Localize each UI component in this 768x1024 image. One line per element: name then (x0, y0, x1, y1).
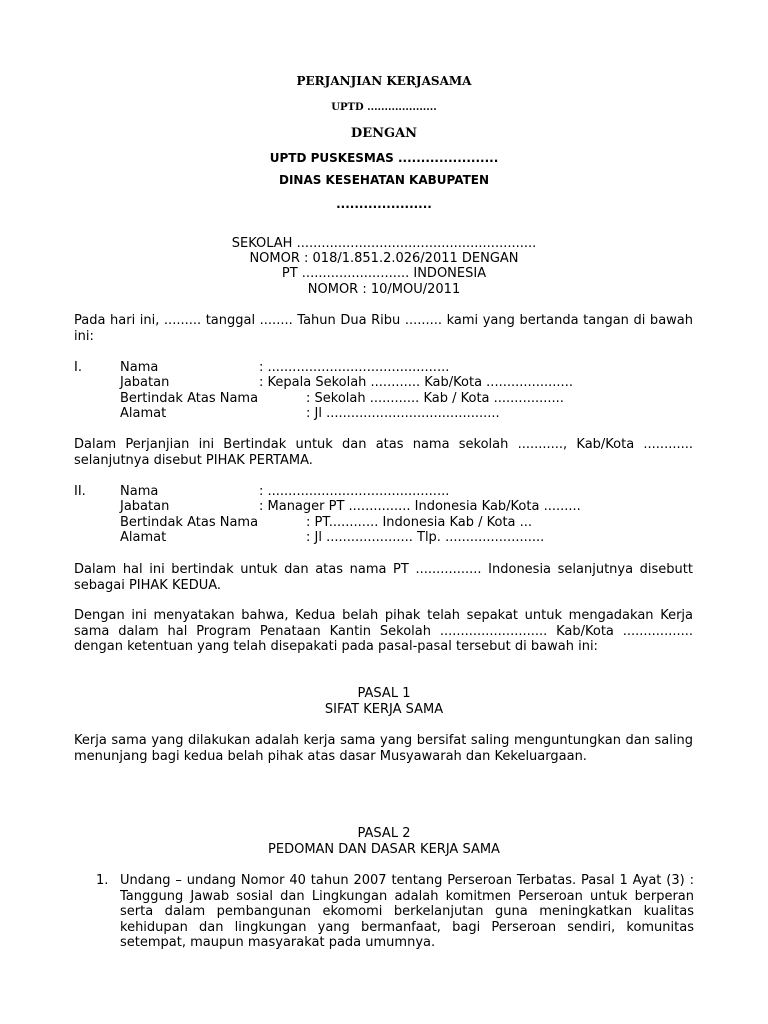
party1-roman: I. (74, 360, 82, 375)
party2-value-nama: : ............................................ (259, 484, 450, 499)
pasal1-body: Kerja sama yang dilakukan adalah kerja sama yang bersifat saling menguntungkan dan saling menunjang bagi kedua belah pihak atas dasar Musyawarah dan Kekeluargaan. (74, 733, 693, 764)
party1-value-bertindak: : Sekolah ............ Kab / Kota ................. (306, 391, 564, 406)
dinas-line: DINAS KESEHATAN KABUPATEN (278, 173, 490, 187)
party2-value-bertindak: : PT............ Indonesia Kab / Kota ... (306, 515, 533, 530)
pasal2-number: PASAL 2 (357, 826, 411, 841)
party1-label-nama: Nama (120, 360, 159, 375)
nomor-line-2: NOMOR : 10/MOU/2011 (307, 282, 461, 297)
uptd-line: UPTD .................... (331, 102, 437, 113)
party1-value-alamat: : Jl .......................................... (306, 406, 500, 421)
party2-value-jabatan: : Manager PT ............... Indonesia Kab/Kota ......... (259, 499, 581, 514)
intro-paragraph: Pada hari ini, ......... tanggal ........ Tahun Dua Ribu ......... kami yang bertanda tangan di bawah ini: (74, 313, 693, 344)
party2-value-alamat: : Jl ..................... Tlp. ........................ (306, 530, 545, 545)
dengan-line: DENGAN (350, 126, 418, 141)
party1-label-jabatan: Jabatan (120, 375, 170, 390)
party2-label-jabatan: Jabatan (120, 499, 170, 514)
kabupaten-dots: ..................... (336, 197, 432, 211)
agreement-paragraph: Dengan ini menyatakan bahwa, Kedua belah pihak telah sepakat untuk mengadakan Kerja sama dalam hal Program Penataan Kantin Sekolah .......................... Kab/Kota ................. dengan ketentuan yang telah disepakati pada pasal-pasal tersebut di bawah ini: (74, 608, 693, 655)
party1-label-alamat: Alamat (120, 406, 167, 421)
party1-label-bertindak: Bertindak Atas Nama (120, 391, 259, 406)
party2-label-alamat: Alamat (120, 530, 167, 545)
party2-statement: Dalam hal ini bertindak untuk dan atas nama PT ................ Indonesia selanjutnya disebutt sebagai PIHAK KEDUA. (74, 562, 693, 593)
nomor-line-1: NOMOR : 018/1.851.2.026/2011 DENGAN (249, 251, 519, 266)
pasal2-title: PEDOMAN DAN DASAR KERJA SAMA (268, 842, 500, 857)
party2-roman: II. (74, 484, 86, 499)
pt-line: PT .......................... INDONESIA (281, 266, 487, 281)
party1-value-jabatan: : Kepala Sekolah ............ Kab/Kota ..................... (259, 375, 573, 390)
pasal1-title: SIFAT KERJA SAMA (324, 702, 444, 717)
list-item-text: Undang – undang Nomor 40 tahun 2007 tentang Perseroan Terbatas. Pasal 1 Ayat (3) : Tanggung Jawab sosial dan Lingkungan adalah komitmen Perseroan untuk berperan serta dalam pembangunan ekomomi berkelanjutan guna meningkatkan kualitas kehidupan dan lingkungan yang bermanfaat, bagi Perseroan sendiri, komunitas setempat, maupun masyarakat pada umumnya. (120, 873, 694, 951)
document-title: PERJANJIAN KERJASAMA (296, 74, 472, 88)
list-item-number: 1. (96, 873, 109, 888)
party2-label-bertindak: Bertindak Atas Nama (120, 515, 259, 530)
party2-label-nama: Nama (120, 484, 159, 499)
party1-value-nama: : ............................................ (259, 360, 450, 375)
party1-statement: Dalam Perjanjian ini Bertindak untuk dan atas nama sekolah ..........., Kab/Kota ............ selanjutnya disebut PIHAK PERTAMA. (74, 437, 693, 468)
puskesmas-line: UPTD PUSKESMAS ...................... (269, 151, 499, 165)
sekolah-line: SEKOLAH .......................................................... (231, 236, 537, 251)
pasal1-number: PASAL 1 (357, 686, 411, 701)
